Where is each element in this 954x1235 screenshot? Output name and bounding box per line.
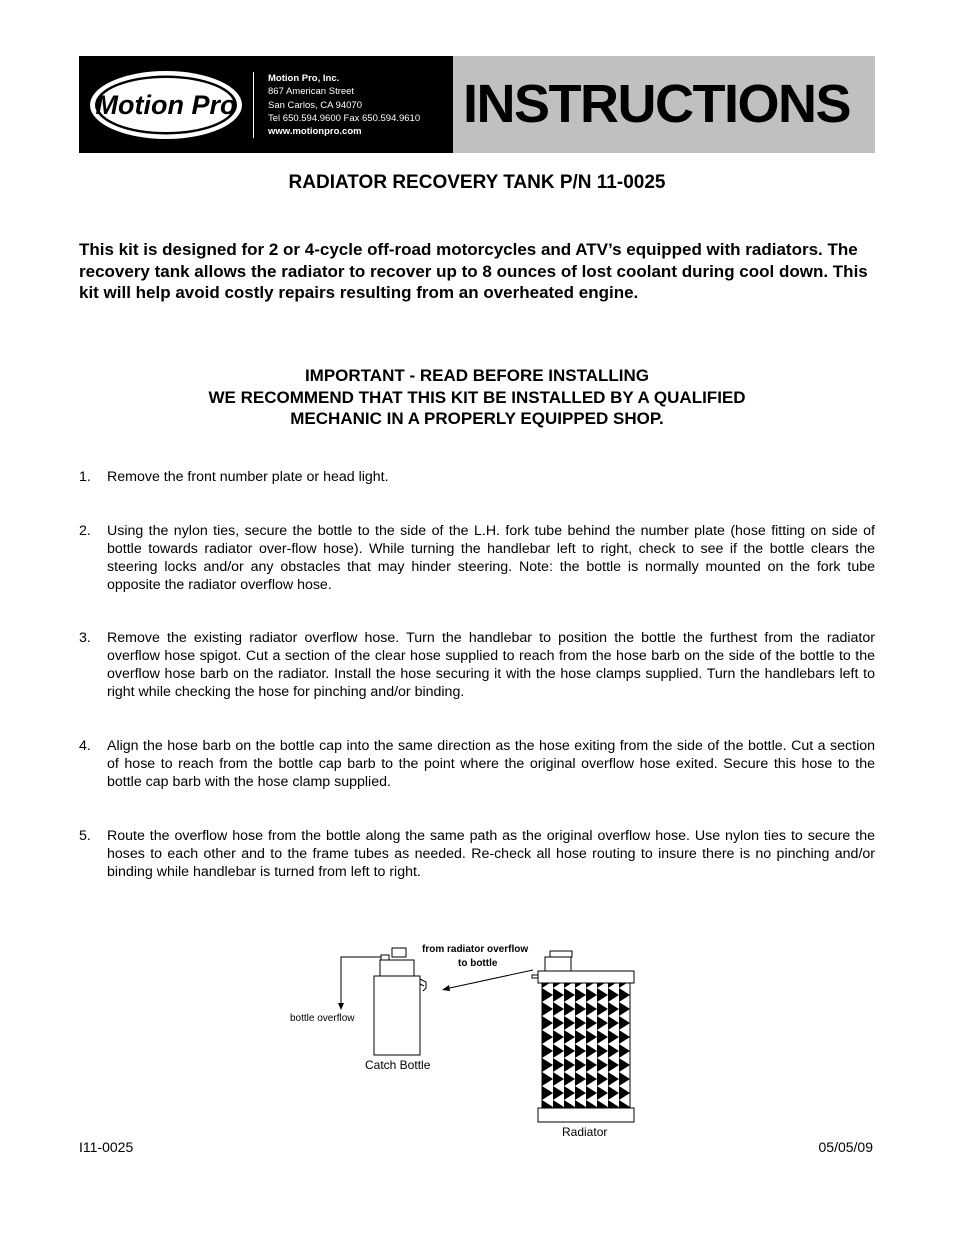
radiator-to-bottle-arrow (442, 970, 533, 991)
from-radiator-label-line-1: from radiator overflow (422, 944, 529, 955)
step-text: Remove the existing radiator overflow hose. Turn the handlebar to position the bottle the furthest from the radiator overflow hose spigot. Cut a section of the clear hose supplied to reach from the hose barb on the side of the bottle to the overflow hose barb on the radiator. Install the hose securing it with the hose clamps supplied. Turn the handlebars left to right while checking the hose for pinching and/or binding. (107, 630, 875, 700)
radiator-label: Radiator (562, 1125, 608, 1139)
header-divider (253, 72, 254, 138)
header-black-panel (79, 56, 453, 153)
step-text: Align the hose barb on the bottle cap into the same direction as the hose exiting from the side of the bottle. Cut a section of hose to reach from the bottle cap barb to the point where the original overflow hose exited. Secure this hose to the bottle cap barb with the hose clamp supplied. (107, 738, 875, 790)
step-number: 3. (79, 630, 91, 646)
intro-paragraph: This kit is designed for 2 or 4-cycle off-road motorcycles and ATV’s equipped with radiators. The recovery tank allows the radiator to recover up to 8 ounces of lost coolant during cool down. This kit will help avoid costly repairs resulting from an overheated engine. (79, 240, 868, 302)
installation-diagram (280, 938, 660, 1143)
instructions-banner: INSTRUCTIONS (463, 74, 850, 134)
radiator-icon (532, 951, 634, 1122)
important-notice (0, 365, 954, 430)
company-name: Motion Pro, Inc. (268, 73, 340, 84)
document-header (79, 56, 875, 153)
important-line-3: MECHANIC IN A PROPERLY EQUIPPED SHOP. (290, 409, 664, 428)
step-number: 4. (79, 738, 91, 754)
important-line-1: IMPORTANT - READ BEFORE INSTALLING (304, 366, 650, 385)
step-text: Using the nylon ties, secure the bottle to the side of the L.H. fork tube behind the number plate (hose fitting on side of bottle towards radiator over-flow hose). While turning the handlebar left to right, check to see if the bottle clears the steering locks and/or any obstacles that may hinder steering. Note: the bottle is normally mounted on the fork tube opposite the radiator overflow hose. (107, 523, 875, 593)
step-number: 1. (79, 469, 91, 485)
phone-fax: Tel 650.594.9600 Fax 650.594.9610 (268, 112, 421, 124)
website: www.motionpro.com (268, 126, 362, 138)
motion-pro-logo (87, 68, 245, 142)
catch-bottle-label: Catch Bottle (365, 1058, 431, 1072)
catch-bottle-icon (374, 948, 426, 1055)
from-radiator-label-line-2: to bottle (458, 958, 498, 969)
contact-block (268, 72, 420, 138)
document-title: RADIATOR RECOVERY TANK P/N 11-0025 (288, 172, 666, 193)
step-number: 2. (79, 523, 91, 539)
city-address: San Carlos, CA 94070 (268, 99, 363, 111)
step-number: 5. (79, 828, 91, 844)
bottle-overflow-label: bottle overflow (290, 1013, 355, 1024)
document-id: I11-0025 (79, 1139, 134, 1155)
street-address: 867 American Street (268, 86, 355, 98)
logo-text: Motion Pro (95, 90, 237, 120)
important-line-2: WE RECOMMEND THAT THIS KIT BE INSTALLED BY A QUALIFIED (208, 387, 746, 407)
document-date: 05/05/09 (818, 1139, 873, 1155)
step-text: Remove the front number plate or head light. (107, 469, 389, 485)
step-text: Route the overflow hose from the bottle along the same path as the original overflow hose. Use nylon ties to secure the hoses to each other and to the frame tubes as needed. Re-check all hose routing to insure there is no pinching and/or binding while handlebar is turned from left to right. (107, 828, 875, 880)
